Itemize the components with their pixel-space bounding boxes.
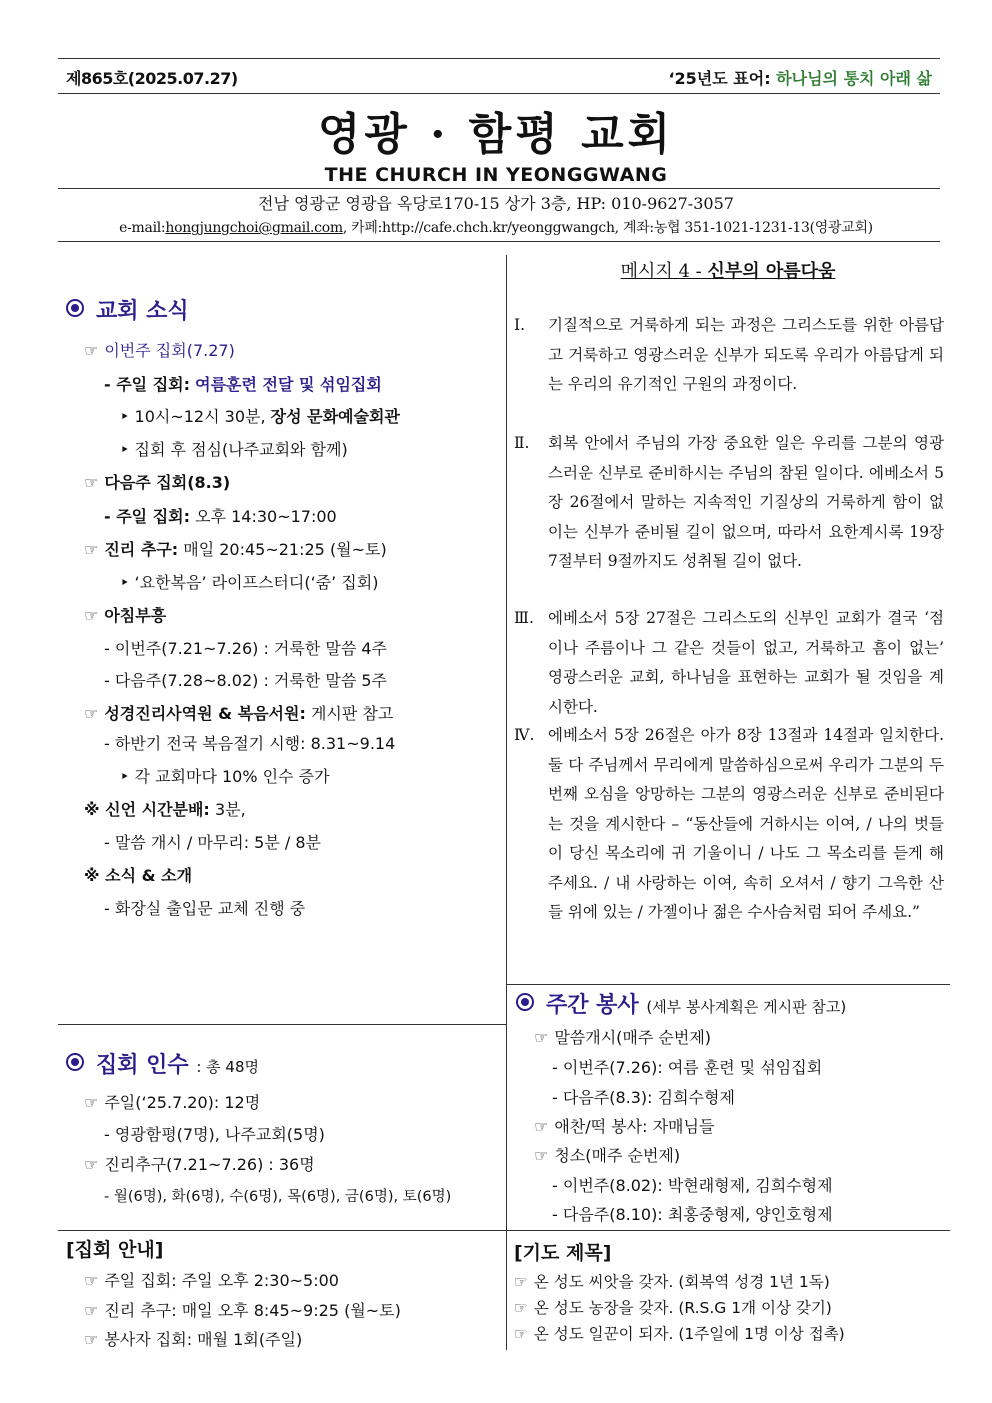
church-address: 전남 영광군 영광읍 옥당로170-15 상가 3층, HP: 010-9627-3057 (258, 194, 734, 213)
motto (668, 66, 932, 89)
prophecy-time: ※ 신언 시간분배: 3분, (84, 800, 246, 819)
pointing-hand-icon: ☞ (84, 606, 99, 625)
morning-revival: ☞ 아침부흥 (84, 606, 167, 625)
column-divider (506, 255, 507, 1350)
bullet-icon: ‣ (120, 407, 130, 426)
truth-pursuit: ☞ 진리 추구: 매일 20:45~21:25 (월~토) (84, 540, 387, 559)
bullet-icon: ‣ (120, 440, 130, 459)
pointing-hand-icon: ☞ (514, 1273, 528, 1291)
news-section-title: 교회 소식 (66, 294, 189, 325)
message-paragraph: Ⅲ. 에베소서 5장 27절은 그리스도의 신부인 교회가 결국 ‘점이나 주름이나 그 같은 것들이 없고, 거룩하고 흠이 없는’ 영광스러운 교회, 하나님을 표현하는 교회가 될 것임을 계시한다. (514, 609, 944, 716)
pointing-hand-icon: ☞ (84, 1155, 99, 1174)
target-bullet-icon (66, 299, 84, 317)
bible-ministry: ☞ 성경진리사역원 & 복음서원: 게시판 참고 (84, 704, 394, 723)
church-title: 영광 · 함평 교회 (317, 109, 675, 160)
pointing-hand-icon: ☞ (514, 1325, 528, 1343)
message-paragraph: Ⅳ. 에베소서 5장 26절은 아가 8장 13절과 14절과 일치한다. 둘 다 주님께서 무리에게 말씀하심으로써 우리가 그분의 두 번째 오심을 앙망하는 그분의 영광스러운 신부로 준비된다는 것을 계시한다 – “동산들에 거하시는 이여, / 나의 벗들이 당신 목소리에 귀 기울이니 / 나도 그 목소리를 듣게 해 주세요. / 내 사랑하는 이여, 속히 오셔서 / 향기 그윽한 산들 위에 있는 / 가젤이나 젊은 수사슴처럼 되어 주세요.” (514, 726, 944, 921)
contact-rule (58, 241, 940, 242)
pointing-hand-icon: ☞ (514, 1299, 528, 1317)
attendance-sunday-detail: - 영광함평(7명), 나주교회(5명) (104, 1125, 325, 1144)
meeting-info-item: ☞ 봉사자 집회: 매월 1회(주일) (84, 1330, 303, 1349)
meeting-info-item: ☞ 주일 집회: 주일 오후 2:30~5:00 (84, 1271, 339, 1290)
header-rule (58, 93, 940, 94)
pointing-hand-icon: ☞ (84, 1093, 99, 1112)
clean-this-week: - 이번주(8.02): 박현래형제, 김희수형제 (552, 1176, 833, 1195)
service-section-title: 주간 봉사 (세부 봉사계획은 게시판 참고) (516, 988, 846, 1019)
pointing-hand-icon: ☞ (84, 540, 99, 559)
snack-service: ☞ 애찬/떡 봉사: 자매님들 (534, 1117, 715, 1136)
contact-line (0, 217, 992, 237)
clean-next-week: - 다음주(8.10): 최홍중형제, 양인호형제 (552, 1205, 833, 1224)
top-rule (58, 58, 940, 59)
word-next-week: - 다음주(8.3): 김희수형제 (552, 1088, 735, 1107)
motto-label: ‘25년도 표어: (668, 69, 771, 88)
message-paragraph: Ⅰ. 기질적으로 거룩하게 되는 과정은 그리스도를 위한 아름답고 거룩하고 영광스러운 신부가 되도록 우리가 아름답게 되는 우리의 유기적인 구원의 과정이다. (514, 316, 944, 393)
target-bullet-icon (66, 1053, 84, 1071)
pointing-hand-icon: ☞ (534, 1028, 549, 1047)
target-bullet-icon (516, 993, 534, 1011)
prayer-title: [기도 제목] (514, 1242, 612, 1264)
pointing-hand-icon: ☞ (84, 1330, 99, 1349)
email-label: e-mail: (119, 220, 166, 236)
pointing-hand-icon: ☞ (84, 1301, 99, 1320)
prayer-item: ☞ 온 성도 일꾼이 되자. (1주일에 1명 이상 접촉) (514, 1325, 845, 1343)
pointing-hand-icon: ☞ (84, 473, 99, 492)
next-week-heading: ☞ 다음주 집회(8.3) (84, 473, 231, 492)
prophecy-detail: - 말씀 개시 / 마무리: 5분 / 8분 (104, 833, 322, 852)
church-title-en: THE CHURCH IN YEONGGWANG (324, 164, 668, 186)
bullet-icon: ‣ (120, 767, 130, 786)
bottom-rule (58, 1230, 950, 1231)
pointing-hand-icon: ☞ (84, 1271, 99, 1290)
meeting-info-item: ☞ 진리 추구: 매일 오후 8:45~9:25 (월~토) (84, 1301, 401, 1320)
sunday-time: ‣ 10시~12시 30분, 장성 문화예술회관 (120, 407, 400, 426)
attendance-truth-detail: - 월(6명), 화(6명), 수(6명), 목(6명), 금(6명), 토(6명) (104, 1189, 452, 1205)
motto-value: 하나님의 통치 아래 삶 (776, 69, 932, 88)
notice-detail: - 화장실 출입문 교체 진행 중 (104, 899, 306, 918)
bullet-icon: ‣ (120, 573, 130, 592)
morning-this-week: - 이번주(7.21~7.26) : 거룩한 말씀 4주 (104, 639, 388, 658)
this-week-heading: ☞ 이번주 집회(7.27) (84, 341, 235, 360)
attendance-rule (58, 1024, 506, 1025)
cleaning: ☞ 청소(매주 순번제) (534, 1146, 681, 1165)
attendance-truth: ☞ 진리추구(7.21~7.26) : 36명 (84, 1155, 315, 1174)
message-paragraph: Ⅱ. 회복 안에서 주님의 가장 중요한 일은 우리를 그분의 영광스러운 신부로 준비하시는 주님의 참된 일이다. 에베소서 5장 26절에서 말하는 지속적인 기질상의 거룩하게 함이 없이는 신부가 준비될 길이 없으며, 따라서 요한계시록 19장 7절부터 9절까지도 성취될 길이 없다. (514, 434, 944, 570)
attendance-section-title: 집회 인수 : 총 48명 (66, 1048, 259, 1079)
notice-heading: ※ 소식 & 소개 (84, 866, 193, 885)
service-rule (506, 984, 950, 985)
pointing-hand-icon: ☞ (84, 704, 99, 723)
pointing-hand-icon: ☞ (534, 1117, 549, 1136)
title-rule (58, 188, 940, 189)
pointing-hand-icon: ☞ (84, 341, 99, 360)
attendance-sunday: ☞ 주일(‘25.7.20): 12명 (84, 1093, 261, 1112)
lunch-note: ‣ 집회 후 점심(나주교회와 함께) (120, 440, 348, 459)
email-link[interactable]: hongjungchoi@gmail.com (165, 220, 343, 236)
pointing-hand-icon: ☞ (534, 1146, 549, 1165)
issue-number: 제865호(2025.07.27) (66, 69, 238, 88)
meeting-info-title: [집회 안내] (66, 1239, 164, 1261)
morning-next-week: - 다음주(7.28~8.02) : 거룩한 말씀 5주 (104, 671, 388, 690)
sunday-meeting: - 주일 집회: 여름훈련 전달 및 섞임집회 (104, 375, 382, 394)
gospel-season: - 하반기 전국 복음절기 시행: 8.31~9.14 (104, 734, 396, 753)
message-title: 메시지 4 - 신부의 아름다움 (620, 261, 836, 282)
prayer-item: ☞ 온 성도 농장을 갖자. (R.S.G 1개 이상 갖기) (514, 1299, 832, 1317)
next-sunday-meeting: - 주일 집회: 오후 14:30~17:00 (104, 507, 337, 526)
prayer-item: ☞ 온 성도 씨앗을 갖자. (회복역 성경 1년 1독) (514, 1273, 830, 1291)
truth-detail: ‣ ‘요한복음’ 라이프스터디(‘줌’ 집회) (120, 573, 379, 592)
word-opening: ☞ 말씀개시(매주 순번제) (534, 1028, 712, 1047)
gospel-detail: ‣ 각 교회마다 10% 인수 증가 (120, 767, 330, 786)
cafe-account: , 카페:http://cafe.chch.kr/yeonggwangch, 계좌:농협 351-1021-1231-13(영광교회) (342, 220, 873, 236)
word-this-week: - 이번주(7.26): 여름 훈련 및 섞임집회 (552, 1058, 823, 1077)
